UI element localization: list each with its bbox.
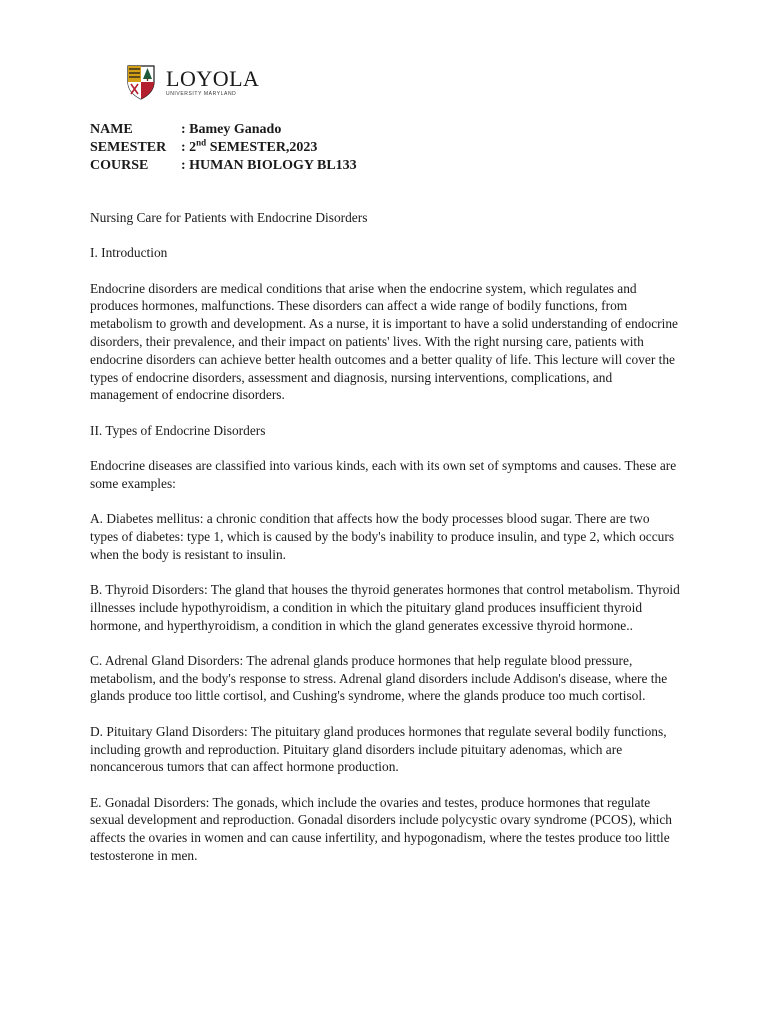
section-heading-introduction: I. Introduction bbox=[90, 245, 168, 261]
course-row bbox=[90, 157, 357, 175]
document-title: Nursing Care for Patients with Endocrine Disorders bbox=[90, 210, 368, 225]
name-row bbox=[90, 121, 357, 139]
logo-wordmark: LOYOLA bbox=[166, 65, 260, 91]
section-heading-types: II. Types of Endocrine Disorders bbox=[90, 422, 266, 438]
student-info bbox=[90, 121, 357, 175]
list-item-gonadal: E. Gonadal Disorders: The gonads, which include the ovaries and testes, produce hormones that regulate sexual development and reproduction. Gonadal disorders include polycystic ovary syndrome (PCOS), which affects the ovaries in women and can cause infertility, and hypogonadism, where the testes produce too little testosterone in men. bbox=[90, 794, 672, 864]
document-body bbox=[90, 209, 680, 882]
list-item-thyroid: B. Thyroid Disorders: The gland that houses the thyroid generates hormones that control metabolism. Thyroid illnesses include hypothyroidism, a condition in which the pituitary gland produces insufficient thyroid hormone, and hyperthyroidism, a condition in which the gland generates excessive thyroid hormone.. bbox=[90, 581, 680, 633]
name-value: : Bamey Ganado bbox=[181, 122, 282, 137]
course-value: : HUMAN BIOLOGY BL133 bbox=[181, 158, 357, 173]
semester-label: SEMESTER bbox=[90, 140, 167, 155]
course-label: COURSE bbox=[90, 158, 149, 173]
types-intro-paragraph: Endocrine diseases are classified into various kinds, each with its own set of symptoms and causes. These are some examples: bbox=[90, 457, 677, 491]
shield-crest-icon bbox=[126, 64, 156, 100]
university-logo bbox=[126, 64, 259, 100]
semester-superscript: nd bbox=[196, 137, 207, 148]
name-label: NAME bbox=[90, 122, 133, 137]
semester-value bbox=[181, 139, 317, 157]
list-item-adrenal: C. Adrenal Gland Disorders: The adrenal glands produce hormones that help regulate blood pressure, metabolism, and the body's response to stress. Adrenal gland disorders include Addison's disease, where the glands produce too little cortisol, and Cushing's syndrome, where the glands produce too much cortisol. bbox=[90, 652, 668, 704]
list-item-diabetes: A. Diabetes mellitus: a chronic condition that affects how the body processes blood sugar. There are two types of diabetes: type 1, which is caused by the body's inability to produce insulin, and type 2, which occurs when the body is resistant to insulin. bbox=[90, 511, 675, 562]
logo-subtitle: UNIVERSITY MARYLAND bbox=[166, 90, 237, 97]
list-item-pituitary: D. Pituitary Gland Disorders: The pituitary gland produces hormones that regulate several bodily functions, including growth and reproduction. Pituitary gland disorders include pituitary adenomas, which are noncancerous tumors that can affect hormone production. bbox=[90, 723, 667, 775]
introduction-paragraph: Endocrine disorders are medical conditions that arise when the endocrine system, which regulates and produces hormones, malfunctions. These disorders can affect a wide range of bodily functions, from metabolism to growth and development. As a nurse, it is important to have a solid understanding of endocrine disorders, their prevalence, and their impact on patients' lives. With the right nursing care, patients with endocrine disorders can achieve better health outcomes and a better quality of life. This lecture will cover the types of endocrine disorders, assessment and diagnosis, nursing interventions, complications, and management of endocrine disorders. bbox=[90, 280, 678, 403]
semester-suffix: SEMESTER,2023 bbox=[206, 140, 318, 155]
semester-prefix: : 2 bbox=[181, 140, 197, 155]
semester-row bbox=[90, 139, 357, 157]
